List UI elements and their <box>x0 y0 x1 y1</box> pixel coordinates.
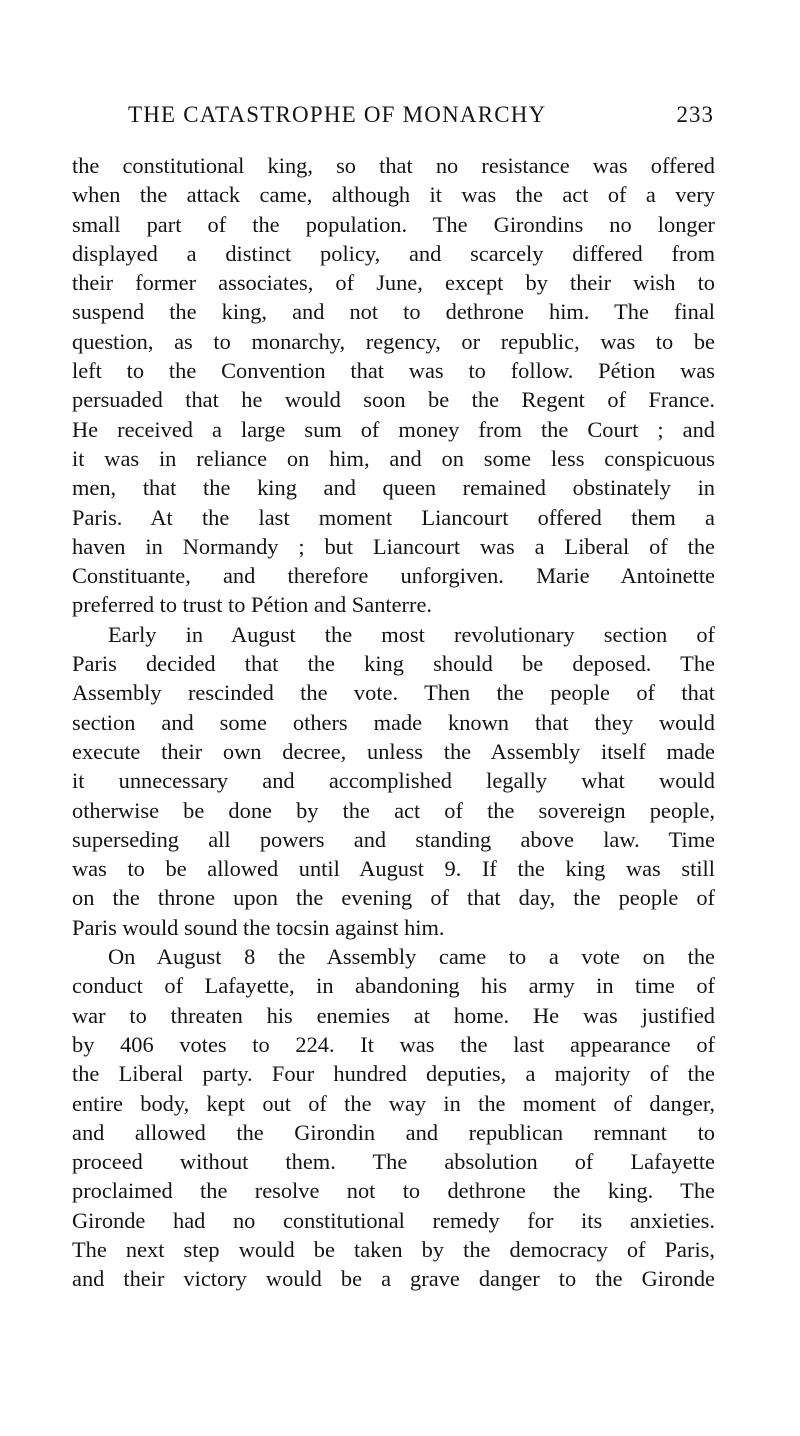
text-line: was to be allowed until August 9. If the king was still <box>72 856 715 882</box>
text-line: superseding all powers and standing above law. Time <box>72 826 715 852</box>
paragraph <box>72 151 715 620</box>
text-line: the Liberal party. Four hundred deputies, a majority of the <box>72 1061 715 1087</box>
text-line: conduct of Lafayette, in abandoning his army in time of <box>72 973 715 999</box>
text-line: suspend the king, and not to dethrone him. The final <box>72 299 715 325</box>
text-line: section and some others made known that they would <box>72 709 715 735</box>
text-line: Assembly rescinded the vote. Then the people of that <box>72 680 715 706</box>
page-number: 233 <box>676 102 714 127</box>
text-line: on the throne upon the evening of that day, the people of <box>72 885 715 911</box>
text-line: men, that the king and queen remained obstinately in <box>72 475 715 501</box>
text-line: it unnecessary and accomplished legally what would <box>72 768 715 794</box>
text-line: and their victory would be a grave danger to the Gironde <box>72 1266 715 1292</box>
paragraph <box>72 942 715 1294</box>
running-header <box>128 98 718 132</box>
text-line: proclaimed the resolve not to dethrone the king. The <box>72 1178 715 1204</box>
text-line: The next step would be taken by the democracy of Paris, <box>72 1236 715 1262</box>
text-line: Paris would sound the tocsin against him. <box>72 914 445 940</box>
text-line: Constituante, and therefore unforgiven. Marie Antoinette <box>72 563 715 589</box>
body-text <box>72 151 715 1294</box>
text-line: it was in reliance on him, and on some less conspicuous <box>72 445 715 471</box>
text-line: small part of the population. The Girondins no longer <box>72 211 715 237</box>
text-line: the constitutional king, so that no resistance was offered <box>72 153 715 178</box>
text-line: war to threaten his enemies at home. He was justified <box>72 1002 715 1028</box>
text-line: otherwise be done by the act of the sovereign people, <box>72 797 715 823</box>
paragraph <box>72 620 715 942</box>
text-line: preferred to trust to Pétion and Santerre. <box>72 592 432 618</box>
text-line: Gironde had no constitutional remedy for its anxieties. <box>72 1207 715 1233</box>
text-line: entire body, kept out of the way in the moment of danger, <box>72 1090 715 1116</box>
text-line: execute their own decree, unless the Assembly itself made <box>72 738 715 764</box>
text-line: when the attack came, although it was the act of a very <box>72 182 715 208</box>
text-line: Paris decided that the king should be deposed. The <box>72 651 715 677</box>
text-line: and allowed the Girondin and republican remnant to <box>72 1119 715 1145</box>
text-line: On August 8 the Assembly came to a vote on the <box>108 944 715 970</box>
text-line: displayed a distinct policy, and scarcely differed from <box>72 240 715 266</box>
text-line: persuaded that he would soon be the Regent of France. <box>72 387 715 413</box>
chapter-title: THE CATASTROPHE OF MONARCHY <box>128 102 547 127</box>
text-line: Early in August the most revolutionary section of <box>108 621 715 647</box>
text-line: He received a large sum of money from the Court ; and <box>72 416 715 442</box>
text-line: by 406 votes to 224. It was the last appearance of <box>72 1031 715 1057</box>
text-line: Paris. At the last moment Liancourt offered them a <box>72 504 715 530</box>
text-line: haven in Normandy ; but Liancourt was a Liberal of the <box>72 533 715 559</box>
text-line: proceed without them. The absolution of Lafayette <box>72 1149 715 1175</box>
text-line: their former associates, of June, except by their wish to <box>72 270 715 296</box>
text-line: left to the Convention that was to follow. Pétion was <box>72 358 715 384</box>
text-line: question, as to monarchy, regency, or republic, was to be <box>72 328 715 354</box>
